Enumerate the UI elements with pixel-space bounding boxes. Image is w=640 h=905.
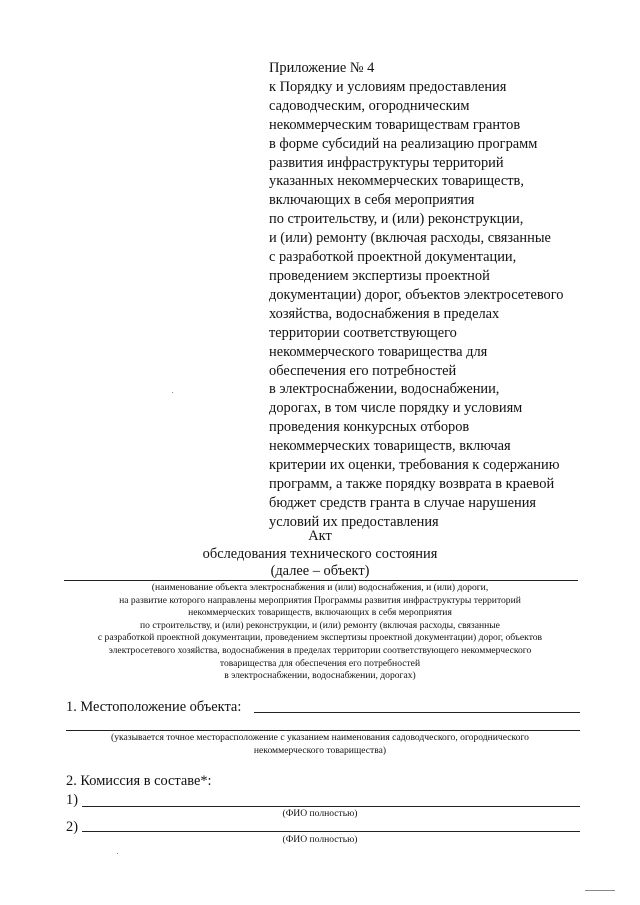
appendix-line: и (или) ремонту (включая расходы, связанные [269, 230, 551, 247]
object-hint-line: (наименование объекта электроснабжения и (или) водоснабжения, и (или) дороги, [151, 582, 489, 593]
member-hint-text: (ФИО полностью) [282, 808, 358, 819]
appendix-line: указанных некоммерческих товариществ, [269, 173, 524, 190]
appendix-line: некоммерческих товариществ, включая [269, 438, 511, 455]
object-hint [0, 582, 640, 683]
appendix-header [269, 59, 609, 532]
appendix-line: территории соответствующего [269, 324, 457, 341]
appendix-line: программ, а также порядку возврата в краевой [269, 475, 555, 492]
appendix-line: хозяйства, водоснабжения в пределах [269, 305, 500, 322]
member-hint-text: (ФИО полностью) [282, 834, 358, 845]
object-hint-line: электросетевого хозяйства, водоснабжения в пределах территории соответствующего некоммерческого [108, 644, 532, 656]
act-title: Акт [308, 528, 332, 544]
appendix-line: критерии их оценки, требования к содержанию [269, 457, 560, 474]
location-hint [0, 732, 640, 757]
appendix-line: некоммерческим товариществам грантов [269, 116, 521, 133]
act-subtitle: обследования технического состояния [202, 546, 438, 562]
object-hint-line: на развитие которого направлены мероприятия Программы развития инфраструктуры территорий [119, 594, 521, 606]
object-name-line[interactable] [64, 580, 578, 581]
appendix-line: включающих в себя мероприятия [269, 192, 475, 209]
location-hint-line: (указывается точное месторасположение с указанием наименования садоводческого, огороднического [111, 732, 529, 743]
location-field-line[interactable] [254, 712, 580, 713]
object-hint-line: некоммерческих товариществ, включающих в себя мероприятия [188, 607, 452, 619]
appendix-line: обеспечения его потребностей [269, 362, 457, 379]
appendix-line: в форме субсидий на реализацию программ [269, 135, 538, 152]
scan-speck [117, 853, 118, 854]
appendix-line: развития инфраструктуры территорий [269, 154, 504, 171]
scan-mark [585, 890, 615, 891]
appendix-line: к Порядку и условиям предоставления [269, 78, 507, 95]
scan-speck [172, 392, 173, 393]
location-field-line-2[interactable] [66, 730, 580, 731]
member-name-field[interactable] [82, 806, 580, 807]
appendix-line: проведением экспертизы проектной [269, 267, 490, 284]
member-name-field[interactable] [82, 831, 580, 832]
appendix-line: садоводческим, огородническим [269, 97, 470, 114]
commission-label: 2. Комиссия в составе*: [66, 773, 212, 789]
member-number: 2) [66, 819, 78, 835]
object-hint-line: в электроснабжении, водоснабжении, дорогах) [224, 670, 416, 682]
appendix-line: с разработкой проектной документации, [269, 249, 517, 266]
appendix-line: в электроснабжении, водоснабжении, [269, 381, 500, 398]
member-hint [0, 834, 640, 847]
location-hint-line: некоммерческого товарищества) [253, 744, 387, 756]
object-hint-line: с разработкой проектной документации, проведением экспертизы проектной документации) дорог, объектов [97, 632, 543, 644]
appendix-line: проведения конкурсных отборов [269, 419, 470, 436]
appendix-line: документации) дорог, объектов электросетевого [269, 286, 564, 303]
object-hint-line: по строительству, и (или) реконструкции, и (или) ремонту (включая расходы, связанные [140, 619, 500, 631]
act-subtitle-2: (далее – объект) [270, 563, 370, 579]
member-number: 1) [66, 792, 78, 808]
member-hint [0, 808, 640, 821]
object-hint-line: товарищества для обеспечения его потребностей [219, 657, 421, 669]
location-label: 1. Местоположение объекта: [66, 699, 242, 715]
appendix-line: некоммерческого товарищества для [269, 343, 488, 360]
appendix-line: дорогах, в том числе порядку и условиям [269, 400, 523, 417]
appendix-line: по строительству, и (или) реконструкции, [269, 211, 524, 228]
appendix-line: Приложение № 4 [269, 60, 375, 76]
appendix-line: условий их предоставления [269, 513, 439, 530]
appendix-line: бюджет средств гранта в случае нарушения [269, 494, 537, 511]
